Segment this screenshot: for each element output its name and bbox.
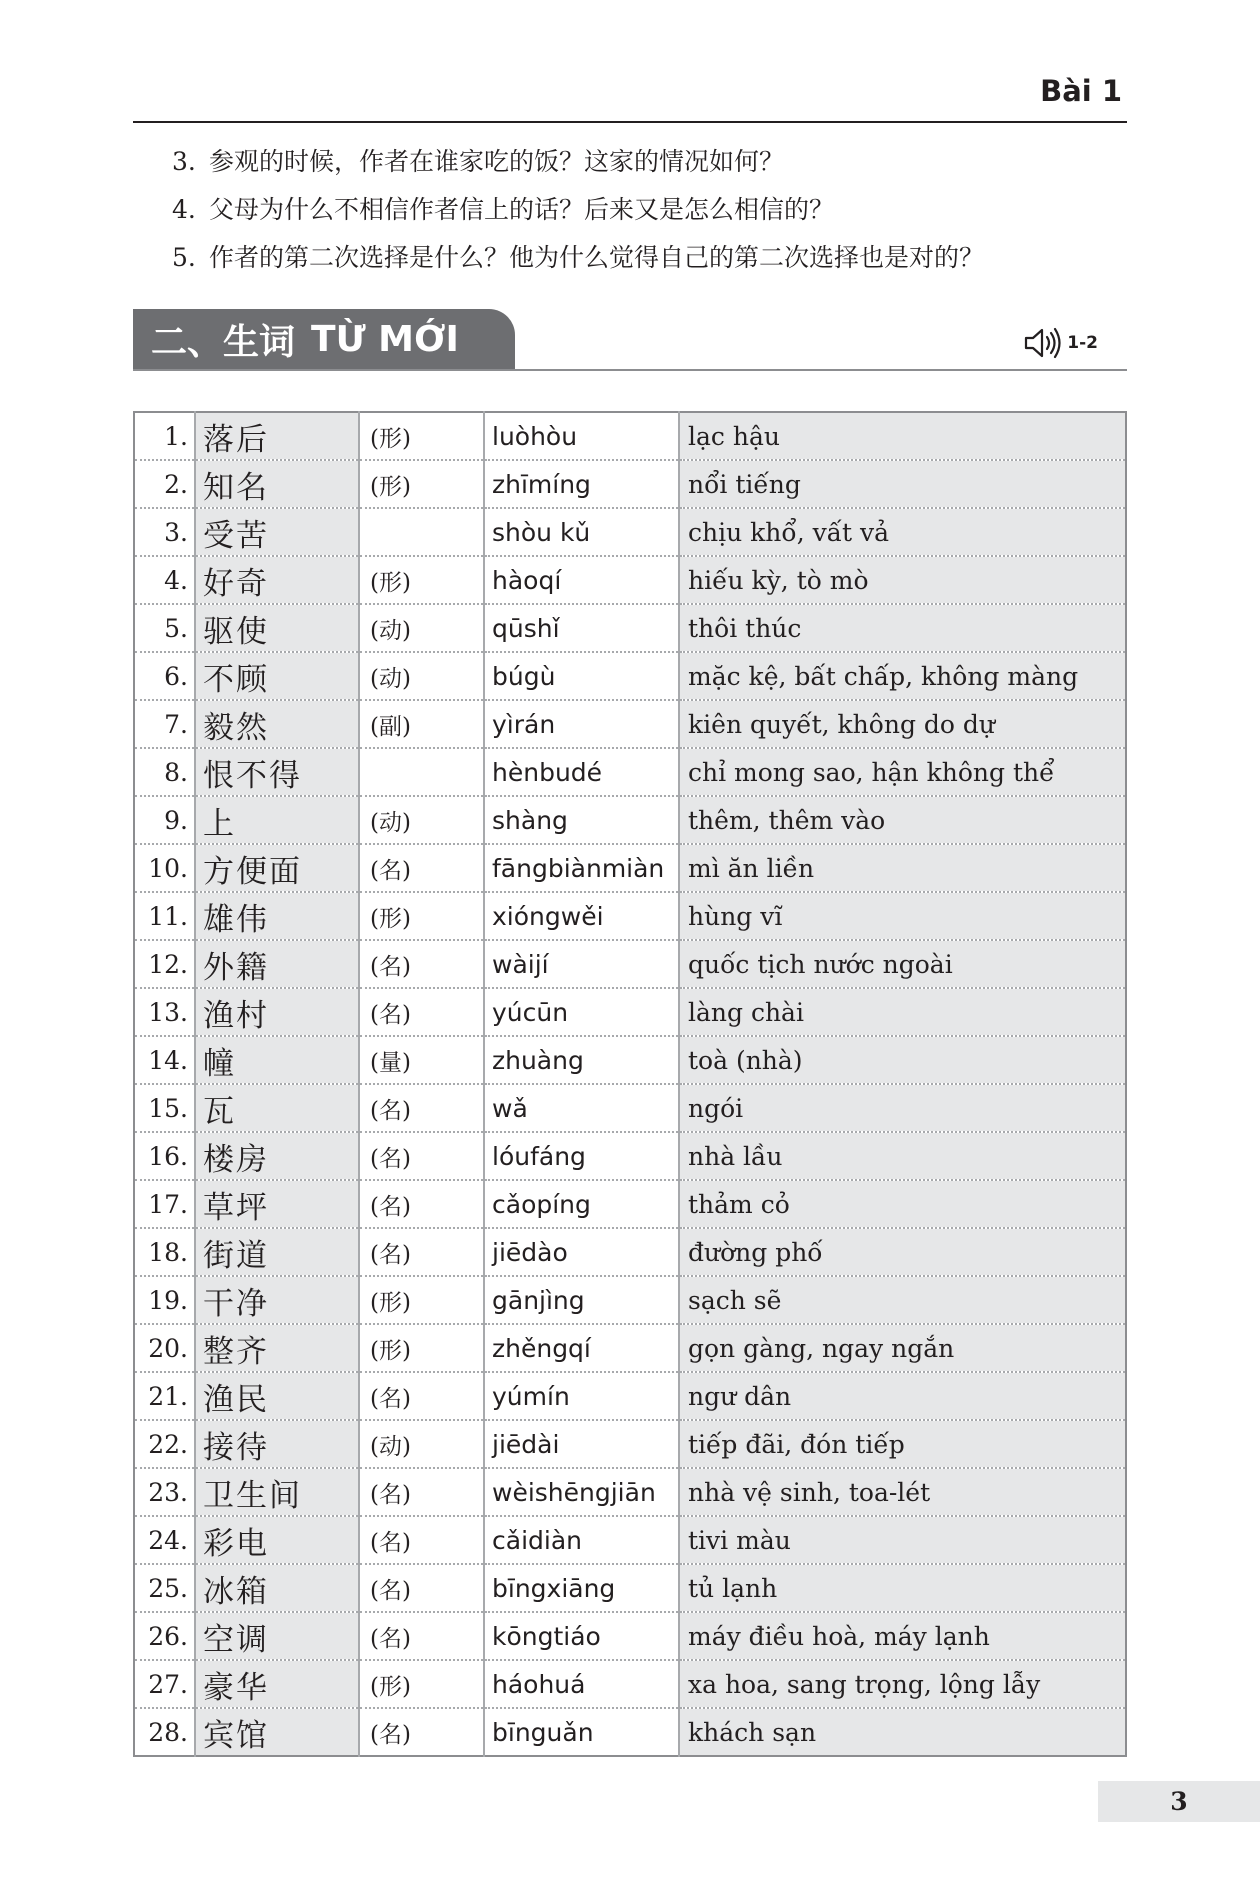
vocab-part-of-speech: (动) [359,1420,484,1468]
question-item [172,234,984,282]
vocab-row [134,1036,1126,1084]
vocab-meaning: quốc tịch nước ngoài [679,940,1126,988]
vocab-row [134,1708,1126,1756]
vocab-pinyin: fāngbiànmiàn [484,844,679,892]
vocab-pinyin: shàng [484,796,679,844]
vocab-pinyin: cǎopíng [484,1180,679,1228]
vocab-hanzi: 整齐 [195,1324,359,1372]
vocab-part-of-speech: (形) [359,892,484,940]
vocab-hanzi: 冰箱 [195,1564,359,1612]
vocab-number: 19. [134,1276,195,1324]
vocab-number: 12. [134,940,195,988]
vocab-meaning: nhà vệ sinh, toa-lét [679,1468,1126,1516]
vocab-part-of-speech: (副) [359,700,484,748]
question-number: 3. [172,147,196,176]
section-title-chinese: 二、生词 [151,322,296,363]
vocab-part-of-speech: (名) [359,1228,484,1276]
vocab-part-of-speech: (名) [359,1516,484,1564]
page-number: 3 [1098,1781,1260,1822]
vocab-row [134,700,1126,748]
vocab-part-of-speech [359,748,484,796]
vocab-meaning: chịu khổ, vất vả [679,508,1126,556]
vocab-hanzi: 好奇 [195,556,359,604]
vocab-hanzi: 毅然 [195,700,359,748]
vocab-pinyin: gānjìng [484,1276,679,1324]
audio-track[interactable] [1023,326,1098,360]
vocab-number: 13. [134,988,195,1036]
vocab-part-of-speech: (名) [359,1132,484,1180]
vocab-pinyin: kōngtiáo [484,1612,679,1660]
audio-track-number: 1-2 [1067,333,1098,353]
vocab-row [134,796,1126,844]
question-text: 父母为什么不相信作者信上的话？后来又是怎么相信的？ [209,195,835,224]
vocab-hanzi: 上 [195,796,359,844]
vocab-row [134,1420,1126,1468]
vocab-meaning: đường phố [679,1228,1126,1276]
vocab-number: 16. [134,1132,195,1180]
vocab-number: 25. [134,1564,195,1612]
vocab-number: 9. [134,796,195,844]
vocab-part-of-speech: (形) [359,460,484,508]
vocab-meaning: thêm, thêm vào [679,796,1126,844]
vocab-hanzi: 空调 [195,1612,359,1660]
vocab-pinyin: qūshǐ [484,604,679,652]
vocab-pinyin: cǎidiàn [484,1516,679,1564]
vocab-number: 18. [134,1228,195,1276]
vocab-number: 4. [134,556,195,604]
vocab-meaning: nổi tiếng [679,460,1126,508]
vocab-number: 2. [134,460,195,508]
vocab-part-of-speech: (形) [359,412,484,460]
vocab-number: 21. [134,1372,195,1420]
vocab-number: 22. [134,1420,195,1468]
vocab-row [134,748,1126,796]
vocab-number: 27. [134,1660,195,1708]
vocab-hanzi: 卫生间 [195,1468,359,1516]
vocab-row [134,1180,1126,1228]
vocab-part-of-speech: (名) [359,1180,484,1228]
vocab-meaning: xa hoa, sang trọng, lộng lẫy [679,1660,1126,1708]
vocab-number: 8. [134,748,195,796]
vocab-number: 17. [134,1180,195,1228]
vocab-row [134,412,1126,460]
vocab-row [134,1564,1126,1612]
vocab-part-of-speech: (量) [359,1036,484,1084]
vocab-meaning: tủ lạnh [679,1564,1126,1612]
vocab-part-of-speech: (形) [359,1660,484,1708]
vocab-part-of-speech: (动) [359,796,484,844]
vocab-hanzi: 雄伟 [195,892,359,940]
vocab-meaning: lạc hậu [679,412,1126,460]
vocab-part-of-speech: (名) [359,1468,484,1516]
vocab-number: 11. [134,892,195,940]
vocab-pinyin: búgù [484,652,679,700]
vocab-part-of-speech: (动) [359,604,484,652]
vocab-row [134,844,1126,892]
vocab-part-of-speech: (名) [359,940,484,988]
vocab-meaning: mì ăn liền [679,844,1126,892]
question-number: 4. [172,195,196,224]
vocab-hanzi: 渔民 [195,1372,359,1420]
vocab-part-of-speech: (名) [359,1372,484,1420]
vocab-pinyin: wèishēngjiān [484,1468,679,1516]
vocab-meaning: ngư dân [679,1372,1126,1420]
vocab-meaning: tiếp đãi, đón tiếp [679,1420,1126,1468]
question-text: 作者的第二次选择是什么？他为什么觉得自己的第二次选择也是对的？ [209,243,985,272]
vocab-number: 24. [134,1516,195,1564]
vocab-number: 6. [134,652,195,700]
vocab-pinyin: xióngwěi [484,892,679,940]
vocab-pinyin: lóufáng [484,1132,679,1180]
vocab-part-of-speech: (形) [359,1324,484,1372]
vocab-part-of-speech [359,508,484,556]
vocab-part-of-speech: (名) [359,1708,484,1756]
vocab-number: 28. [134,1708,195,1756]
vocab-number: 26. [134,1612,195,1660]
vocab-pinyin: bīngxiāng [484,1564,679,1612]
vocab-meaning: sạch sẽ [679,1276,1126,1324]
vocab-meaning: máy điều hoà, máy lạnh [679,1612,1126,1660]
vocab-hanzi: 渔村 [195,988,359,1036]
vocab-number: 20. [134,1324,195,1372]
vocab-hanzi: 不顾 [195,652,359,700]
vocabulary-table [133,411,1127,1757]
vocab-row [134,1468,1126,1516]
vocab-row [134,1612,1126,1660]
vocab-pinyin: hènbudé [484,748,679,796]
vocab-number: 15. [134,1084,195,1132]
vocab-pinyin: hàoqí [484,556,679,604]
vocab-pinyin: shòu kǔ [484,508,679,556]
vocab-number: 23. [134,1468,195,1516]
vocab-row [134,1132,1126,1180]
vocab-part-of-speech: (动) [359,652,484,700]
vocab-hanzi: 豪华 [195,1660,359,1708]
vocab-row [134,940,1126,988]
vocab-hanzi: 草坪 [195,1180,359,1228]
vocab-meaning: thôi thúc [679,604,1126,652]
vocab-hanzi: 受苦 [195,508,359,556]
vocab-meaning: ngói [679,1084,1126,1132]
vocab-hanzi: 接待 [195,1420,359,1468]
vocab-part-of-speech: (名) [359,1612,484,1660]
vocab-meaning: chỉ mong sao, hận không thể [679,748,1126,796]
vocab-pinyin: zhuàng [484,1036,679,1084]
vocab-number: 1. [134,412,195,460]
vocab-hanzi: 幢 [195,1036,359,1084]
vocab-pinyin: zhěngqí [484,1324,679,1372]
vocab-row [134,1276,1126,1324]
lesson-label: Bài 1 [1040,74,1122,108]
vocab-hanzi: 落后 [195,412,359,460]
vocab-row [134,460,1126,508]
vocab-part-of-speech: (名) [359,1564,484,1612]
vocab-row [134,1228,1126,1276]
vocab-hanzi: 干净 [195,1276,359,1324]
vocab-hanzi: 外籍 [195,940,359,988]
vocab-row [134,508,1126,556]
vocab-pinyin: yúmín [484,1372,679,1420]
speaker-icon [1023,326,1063,360]
vocab-hanzi: 楼房 [195,1132,359,1180]
vocab-number: 14. [134,1036,195,1084]
vocab-pinyin: zhīmíng [484,460,679,508]
vocab-pinyin: bīnguǎn [484,1708,679,1756]
vocab-number: 3. [134,508,195,556]
vocab-part-of-speech: (形) [359,1276,484,1324]
vocab-row [134,556,1126,604]
vocab-row [134,604,1126,652]
vocab-hanzi: 恨不得 [195,748,359,796]
vocab-row [134,988,1126,1036]
vocab-meaning: hiếu kỳ, tò mò [679,556,1126,604]
vocab-pinyin: wàijí [484,940,679,988]
vocab-hanzi: 彩电 [195,1516,359,1564]
vocab-row [134,1324,1126,1372]
section-divider [133,369,1127,371]
question-item [172,186,984,234]
vocab-meaning: hùng vĩ [679,892,1126,940]
vocab-meaning: mặc kệ, bất chấp, không màng [679,652,1126,700]
vocab-meaning: toà (nhà) [679,1036,1126,1084]
section-title-vietnamese: TỪ MỚI [311,319,459,360]
vocab-meaning: khách sạn [679,1708,1126,1756]
vocab-number: 10. [134,844,195,892]
vocab-number: 5. [134,604,195,652]
vocab-row [134,1660,1126,1708]
vocab-row [134,652,1126,700]
vocab-hanzi: 街道 [195,1228,359,1276]
vocab-hanzi: 知名 [195,460,359,508]
vocab-pinyin: yìrán [484,700,679,748]
vocab-pinyin: háohuá [484,1660,679,1708]
vocab-part-of-speech: (名) [359,844,484,892]
question-number: 5. [172,243,196,272]
vocab-hanzi: 方便面 [195,844,359,892]
vocab-meaning: gọn gàng, ngay ngắn [679,1324,1126,1372]
vocab-part-of-speech: (名) [359,988,484,1036]
vocab-meaning: làng chài [679,988,1126,1036]
vocab-pinyin: jiēdào [484,1228,679,1276]
vocab-number: 7. [134,700,195,748]
vocab-meaning: thảm cỏ [679,1180,1126,1228]
vocab-row [134,1516,1126,1564]
vocab-pinyin: yúcūn [484,988,679,1036]
section-header [133,309,515,370]
question-item [172,138,984,186]
vocab-pinyin: luòhòu [484,412,679,460]
vocab-row [134,892,1126,940]
vocab-hanzi: 宾馆 [195,1708,359,1756]
vocab-row [134,1372,1126,1420]
question-list [172,138,984,282]
vocab-part-of-speech: (名) [359,1084,484,1132]
vocab-row [134,1084,1126,1132]
vocab-hanzi: 瓦 [195,1084,359,1132]
vocab-pinyin: jiēdài [484,1420,679,1468]
vocab-meaning: kiên quyết, không do dự [679,700,1126,748]
header-divider [133,121,1127,123]
vocab-pinyin: wǎ [484,1084,679,1132]
vocab-meaning: nhà lầu [679,1132,1126,1180]
vocab-part-of-speech: (形) [359,556,484,604]
vocab-hanzi: 驱使 [195,604,359,652]
question-text: 参观的时候，作者在谁家吃的饭？这家的情况如何？ [209,147,785,176]
vocab-meaning: tivi màu [679,1516,1126,1564]
